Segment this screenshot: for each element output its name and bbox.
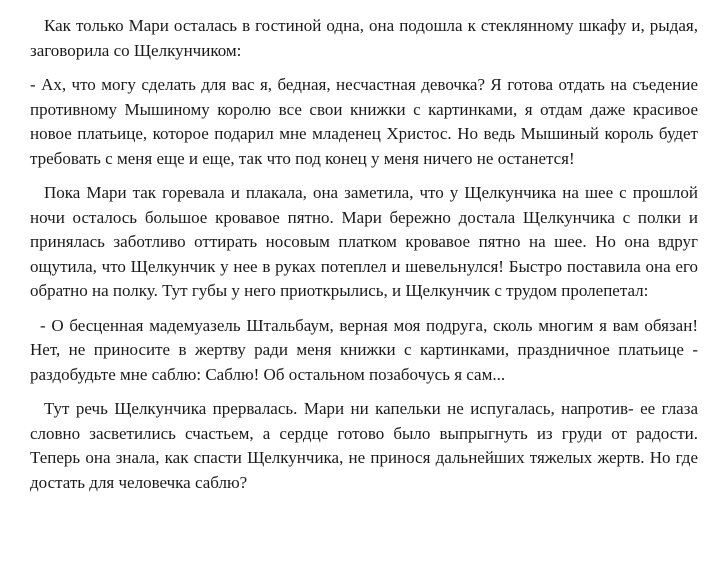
paragraph-5: Тут речь Щелкунчика прервалась. Мари ни капельки не испугалась, напротив- ее глаза словно засветились счастьем, а сердце готово было выпрыгнуть из груди от радости. Теперь она знала, как спасти Щелкунчика, не принося дальнейших тяжелых жертв. Но где достать для человечка саблю?	[30, 399, 698, 492]
paragraph-3: Пока Мари так горевала и плакала, она заметила, что у Щелкунчика на шее с прошлой ночи осталось большое кровавое пятно. Мари бережно достала Щелкунчика с полки и принялась заботливо оттирать носовым платком кровавое пятно на шее. Но она вдруг ощутила, что Щелкунчик у нее в руках потеплел и шевельнулся! Быстро поставила она его обратно на полку. Тут губы у него приоткрылись, и Щелкунчик с трудом пролепетал:	[30, 183, 698, 300]
paragraph-1: Как только Мари осталась в гостиной одна, она подошла к стеклянному шкафу и, рыдая, заговорила со Щелкунчиком:	[30, 16, 698, 60]
paragraph-4: - О бесценная мадемуазель Штальбаум, верная моя подруга, сколь многим я вам обязан! Нет, не приносите в жертву ради меня книжки с картинками, праздничное платьице - раздобудьте мне саблю: Саблю! Об остальном позабочусь я сам...	[30, 315, 698, 384]
paragraph-2: - Ах, что могу сделать для вас я, бедная, несчастная девочка? Я готова отдать на съедение противному Мышиному королю все свои книжки с картинками, я отдам даже красивое новое платьице, которое подарил мне младенец Христос. Но ведь Мышиный король будет требовать с меня еще и еще, так что под конец у меня ничего не останется!	[30, 75, 698, 168]
